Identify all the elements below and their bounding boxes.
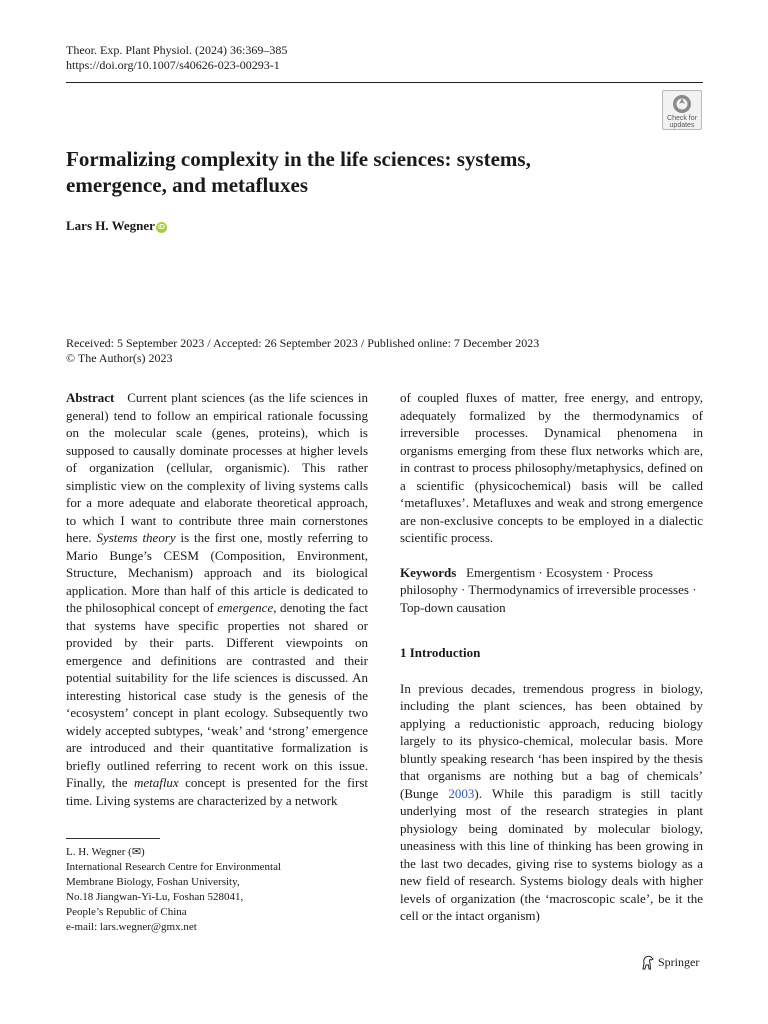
journal-citation: Theor. Exp. Plant Physiol. (2024) 36:369–385 (66, 43, 288, 57)
affiliation-email[interactable]: e-mail: lars.wegner@gmx.net (66, 921, 197, 933)
doi-link[interactable]: https://doi.org/10.1007/s40626-023-00293-1 (66, 58, 280, 72)
badge-line-1: Check for (667, 115, 697, 122)
badge-line-2: updates (669, 122, 695, 129)
check-for-updates-badge[interactable] (662, 90, 702, 130)
copyright-text: © The Author(s) 2023 (66, 351, 173, 365)
author-line (66, 218, 167, 234)
journal-header (66, 43, 287, 73)
affiliation-line-2: Membrane Biology, Foshan University, (66, 876, 240, 888)
emphasis-systems-theory: Systems theory (96, 530, 176, 545)
affiliation-line-4: People’s Republic of China (66, 906, 187, 918)
springer-horse-icon (641, 955, 654, 970)
check-updates-icon (672, 94, 692, 114)
abstract-label: Abstract (66, 390, 115, 405)
affiliation-rule (66, 838, 160, 839)
publisher-logo (641, 955, 699, 970)
left-column (66, 389, 368, 809)
citation-link-bunge-2003[interactable]: 2003 (448, 785, 475, 801)
affiliation-line-1: International Research Centre for Environmental (66, 861, 282, 873)
abstract-continued: of coupled fluxes of matter, free energy, and entropy, adequately formalized by the thermodynamics of irreversible processes. Dynamical phenomena in organisms emerging from these flux networks which are, in contrast to process philosophy/metaphysics, defined on a scientific (physicochemical) basis will be called ‘metafluxes’. Metafluxes and weak and strong emergence are non-exclusive concepts to be employed in a dialectic scientific process. (400, 390, 703, 545)
publication-dates (66, 336, 539, 366)
affiliation-block (66, 845, 281, 935)
affiliation-author: L. H. Wegner (✉) (66, 846, 145, 858)
envelope-icon[interactable]: ✉ (131, 846, 142, 858)
keywords-paragraph (400, 564, 703, 617)
publisher-name: Springer (658, 955, 700, 969)
orcid-icon[interactable]: iD (157, 224, 165, 231)
dates-text: Received: 5 September 2023 / Accepted: 26 September 2023 / Published online: 7 December 2023 (66, 336, 540, 350)
introduction-paragraph: In previous decades, tremendous progress in biology, including the plant sciences, has been obtained by applying a reductionistic approach, reducing biology largely to its physico-chemical, molecular basis. More bluntly speaking research ‘has been inspired by the thesis that organisms are nothing but a bag of chemicals’ (Bunge 2003). While this paradigm is still tacitly underlying most of the research strategies in plant physiology being dominated by molecular biology, uneasiness with this line of thinking has been growing in the last two decades, giving rise to systems biology as a new field of research. Systems biology deals with higher levels of organization (the ‘macroscopic scale’, be it the cell or the intact organism) (400, 680, 703, 923)
title-line-1: Formalizing complexity in the life sciences: systems, (66, 147, 531, 171)
header-rule (66, 82, 703, 83)
author-name[interactable]: Lars H. Wegner (66, 218, 155, 233)
title-line-2: emergence, and metafluxes (66, 173, 309, 197)
emphasis-metaflux: metaflux (133, 775, 179, 790)
affiliation-line-3: No.18 Jiangwan-Yi-Lu, Foshan 528041, (66, 891, 244, 903)
emphasis-emergence: emergence (217, 600, 274, 615)
abstract-paragraph: Abstract Current plant sciences (as the life sciences in general) tend to follow an empirical rationale focussing on the molecular scale (genes, proteins), which is supposed to causally dominate processes at higher levels of organization (cellular, organismic). This rather simplistic view on the complexity of living systems calls for a more adequate and elaborate theoretical approach, to which I want to contribute three main cornerstones here. Systems theory is the first one, mostly referring to Mario Bunge’s CESM (Composition, Environment, Structure, Mechanism) approach and its biological application. More than half of this article is dedicated to the philosophical concept of emergence, denoting the fact that systems have specific properties not shared or provided by their parts. Different viewpoints on emergence and definitions are contrasted and their potential suitability for the life sciences is discussed. An interesting historical case study is the genesis of the ‘ecosystem’ concept in plant ecology. Subsequently two widely accepted subtypes, ‘weak’ and ‘strong’ emergence are introduced and their quantitative formalization is briefly outlined referring to recent work on this issue. Finally, the metaflux concept is presented for the first time. Living systems are characterized by a network (66, 390, 369, 808)
keywords-label: Keywords (400, 564, 457, 580)
right-column (400, 389, 703, 925)
article-title (66, 146, 626, 198)
section-heading-introduction: 1 Introduction (400, 645, 481, 660)
keywords-text: Emergentism · Ecosystem · Process philosophy · Thermodynamics of irreversible processes · Top-down causation (400, 564, 697, 615)
